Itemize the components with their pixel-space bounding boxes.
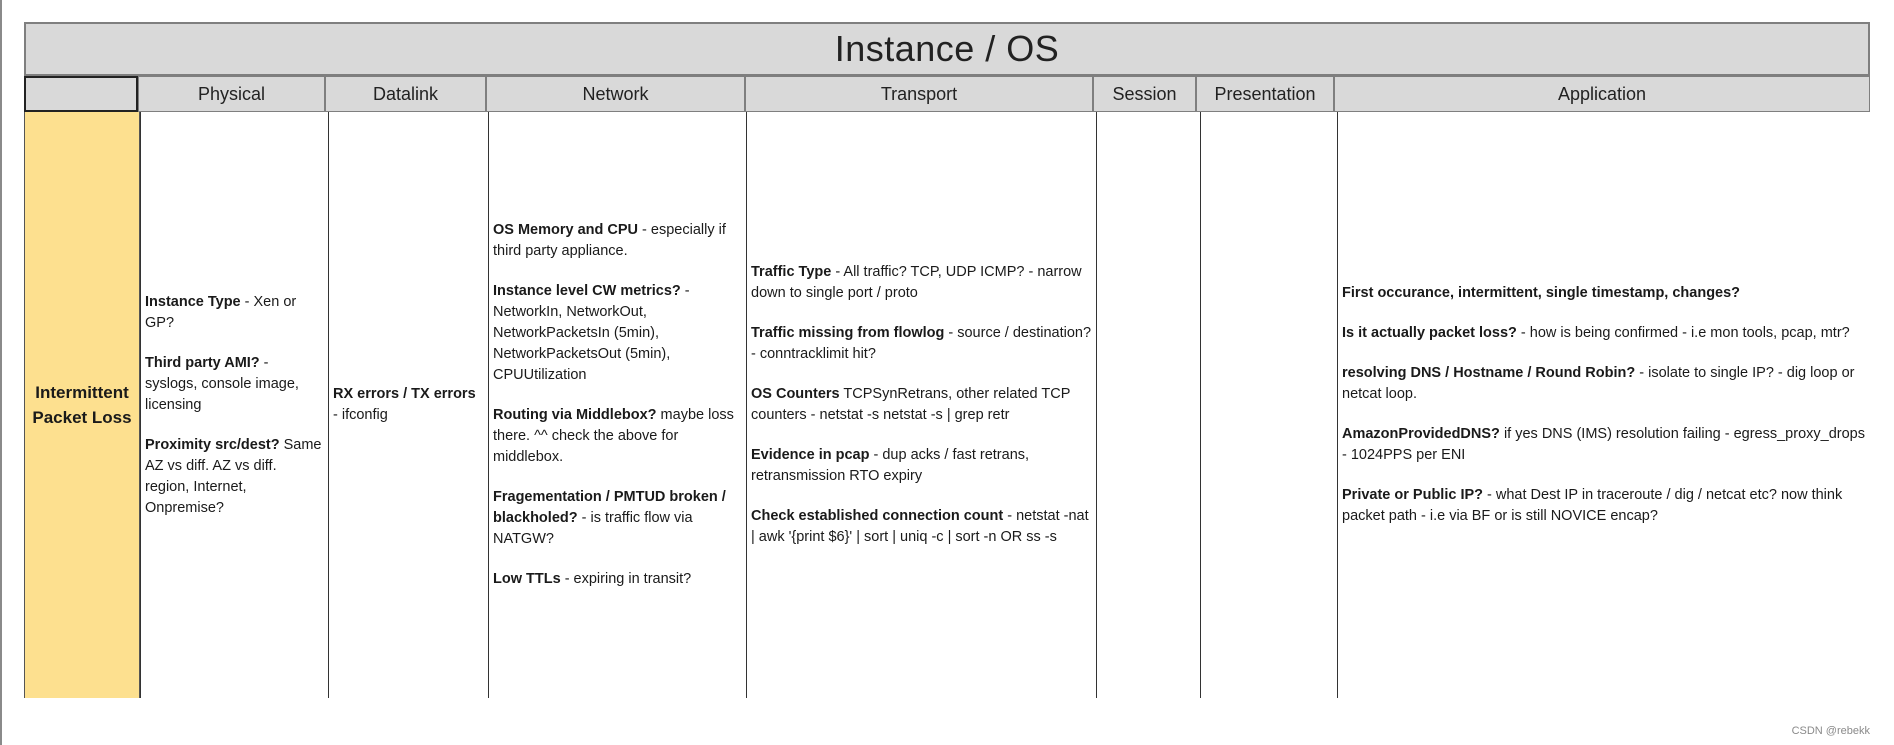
cell-entry-text: - expiring in transit? (560, 571, 692, 587)
cell-entry (751, 445, 1092, 487)
cell-network-content (493, 220, 742, 590)
cell-entry-heading: RX errors / TX errors (333, 386, 476, 402)
cell-entry-heading: Instance Type (145, 293, 241, 310)
cell-entry-heading: OS Memory and CPU (493, 222, 639, 238)
cell-entry-heading: Check established connection count (751, 508, 1004, 524)
cell-entry (493, 487, 742, 550)
cell-entry (1342, 485, 1866, 527)
cell-physical[interactable] (140, 112, 328, 698)
cell-entry (333, 384, 484, 426)
data-row-intermittent-packet-loss (24, 112, 1870, 698)
cell-entry-heading: First occurance, intermittent, single timestamp, changes? (1342, 285, 1741, 301)
cell-entry (751, 384, 1092, 426)
cell-presentation[interactable] (1200, 112, 1337, 698)
cell-entry-text: - what Dest IP in traceroute / dig / netcat etc? now think packet path - i.e via BF or is still NOVICE encap? (1342, 487, 1843, 524)
header-network[interactable]: Network (486, 76, 745, 112)
cell-entry (1342, 424, 1866, 466)
cell-entry-heading: AmazonProvidedDNS? (1342, 426, 1500, 442)
cell-entry-text: - ifconfig (333, 407, 388, 423)
cell-entry (1342, 323, 1866, 344)
cell-entry-text: - isolate to single IP? - dig loop or netcat loop. (1342, 365, 1855, 402)
header-corner-cell[interactable] (24, 76, 138, 112)
cell-application[interactable] (1337, 112, 1870, 698)
cell-entry (493, 220, 742, 262)
cell-entry-heading: resolving DNS / Hostname / Round Robin? (1342, 365, 1636, 381)
cell-entry-text: maybe loss there. ^^ check the above for middlebox. (493, 407, 734, 465)
cell-entry (145, 353, 324, 416)
cell-entry-text: - especially if third party appliance. (493, 222, 726, 259)
cell-physical-content (145, 292, 324, 519)
cell-entry-text: - netstat -nat | awk '{print $6}' | sort | uniq -c | sort -n OR ss -s (751, 508, 1089, 545)
cell-entry (1342, 363, 1866, 405)
header-application[interactable]: Application (1334, 76, 1870, 112)
cell-entry-text: - dup acks / fast retrans, retransmission RTO expiry (751, 447, 1030, 484)
cell-entry-heading: Routing via Middlebox? (493, 407, 657, 423)
cell-entry (493, 281, 742, 386)
row-label-cell[interactable] (24, 112, 140, 698)
cell-entry-text: - how is being confirmed - i.e mon tools, pcap, mtr? (1516, 325, 1850, 341)
cell-entry-text: - is traffic flow via NATGW? (493, 510, 693, 547)
header-physical[interactable]: Physical (138, 76, 325, 112)
cell-entry-text: Same AZ vs diff. AZ vs diff. region, Internet, Onpremise? (145, 436, 322, 516)
cell-transport-content (751, 262, 1092, 548)
cell-entry-heading: Proximity src/dest? (145, 436, 280, 453)
column-header-row (24, 76, 1870, 112)
cell-entry-heading: Is it actually packet loss? (1342, 325, 1517, 341)
cell-entry-text: - source / destination? - conntracklimit hit? (751, 325, 1092, 362)
cell-entry (145, 292, 324, 334)
header-session[interactable]: Session (1093, 76, 1196, 112)
cell-entry (751, 262, 1092, 304)
cell-application-content (1342, 283, 1866, 527)
cell-entry-heading: OS Counters (751, 386, 840, 402)
cell-entry (751, 506, 1092, 548)
cell-entry (145, 435, 324, 519)
cell-entry-text: if yes DNS (IMS) resolution failing - egress_proxy_drops - 1024PPS per ENI (1342, 426, 1865, 463)
cell-entry-text: - All traffic? TCP, UDP ICMP? - narrow down to single port / proto (751, 264, 1082, 301)
spreadsheet (24, 22, 1870, 698)
cell-network[interactable] (488, 112, 746, 698)
header-datalink[interactable]: Datalink (325, 76, 486, 112)
cell-entry-heading: Traffic Type (751, 264, 832, 280)
title-bar[interactable] (24, 22, 1870, 76)
cell-datalink-content (333, 384, 484, 426)
header-transport[interactable]: Transport (745, 76, 1093, 112)
watermark: CSDN @rebekk (1791, 725, 1870, 737)
cell-entry (493, 405, 742, 468)
header-presentation[interactable]: Presentation (1196, 76, 1334, 112)
sheet-title: Instance / OS (834, 28, 1060, 69)
window-left-edge (0, 0, 2, 745)
cell-entry (751, 323, 1092, 365)
cell-entry (1342, 283, 1866, 304)
cell-entry-heading: Third party AMI? (145, 354, 260, 371)
cell-entry-heading: Instance level CW metrics? (493, 283, 681, 299)
cell-transport[interactable] (746, 112, 1096, 698)
cell-entry-heading: Private or Public IP? (1342, 487, 1484, 503)
cell-entry-text: TCPSynRetrans, other related TCP counters - netstat -s netstat -s | grep retr (751, 386, 1071, 423)
cell-entry-text: - syslogs, console image, licensing (145, 354, 299, 413)
cell-entry-text: - Xen or GP? (145, 293, 297, 331)
cell-entry-heading: Evidence in pcap (751, 447, 870, 463)
cell-entry-heading: Low TTLs (493, 571, 561, 587)
cell-session[interactable] (1096, 112, 1200, 698)
cell-entry-heading: Traffic missing from flowlog (751, 325, 945, 341)
cell-entry-text: - NetworkIn, NetworkOut, NetworkPacketsIn (5min), NetworkPacketsOut (5min), CPUUtilization (493, 283, 690, 383)
row-label: Intermittent Packet Loss (32, 383, 132, 427)
cell-entry (493, 569, 742, 590)
cell-entry-heading: Fragementation / PMTUD broken / blackholed? (493, 489, 726, 526)
cell-datalink[interactable] (328, 112, 488, 698)
